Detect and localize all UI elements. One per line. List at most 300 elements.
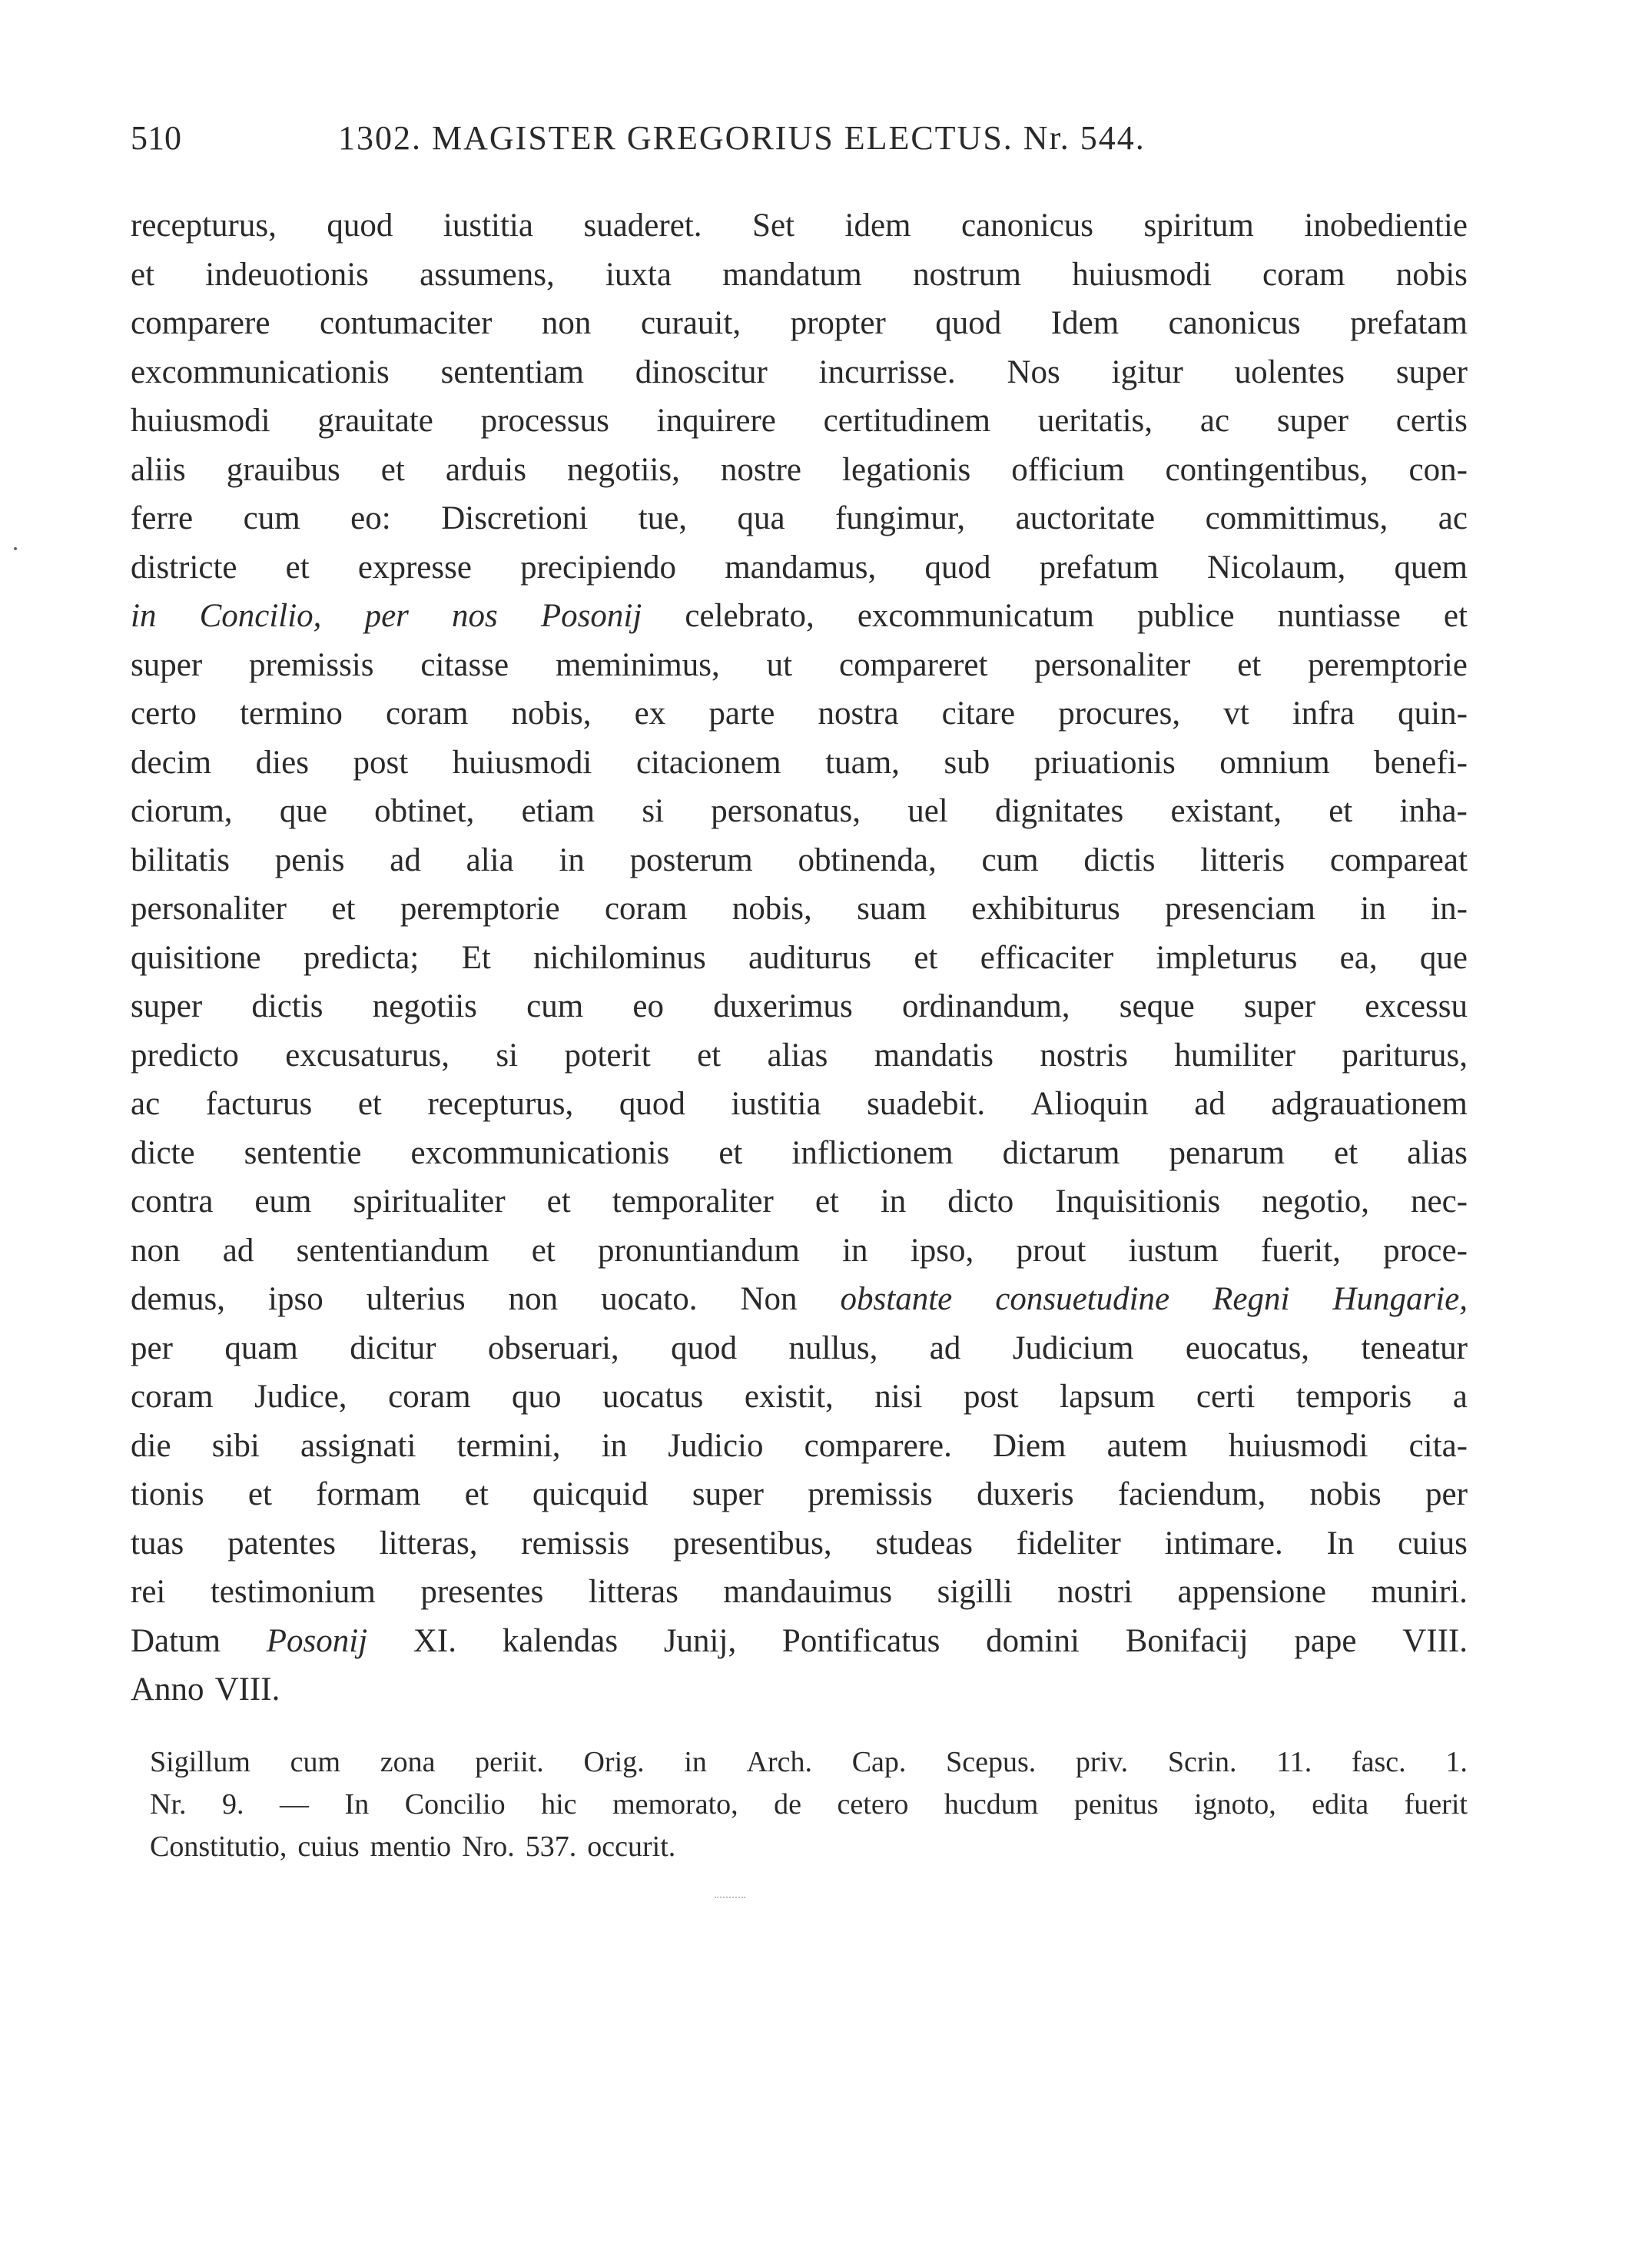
word: exhibiturus	[971, 891, 1120, 927]
word: Concilio	[404, 1788, 506, 1821]
word: nuntiasse	[1277, 598, 1401, 634]
word: nostris	[1040, 1037, 1128, 1074]
word: expresse	[357, 549, 472, 586]
word: termini,	[456, 1427, 561, 1464]
word: prefatum	[1039, 549, 1159, 586]
body-line	[131, 934, 1468, 983]
word: excommunicatum	[857, 598, 1094, 634]
word: sibi	[211, 1427, 260, 1464]
word: a	[1452, 1379, 1468, 1415]
body-line	[131, 885, 1468, 934]
note-line	[150, 1784, 1468, 1826]
word: citare	[941, 695, 1016, 732]
word: et	[914, 939, 938, 976]
word: Pontificatus	[781, 1622, 940, 1659]
word: Anno	[131, 1671, 204, 1708]
body-line	[131, 1665, 1468, 1714]
word: que	[279, 793, 327, 829]
word: cum	[290, 1746, 341, 1778]
word: kalendas	[502, 1622, 619, 1659]
word: eo:	[350, 500, 391, 536]
word: comparere	[131, 305, 270, 341]
word: con-	[1408, 451, 1468, 488]
word: mandatum	[722, 256, 862, 293]
word: dictarum	[1002, 1134, 1120, 1171]
word: Scepus.	[946, 1746, 1037, 1778]
word: nobis,	[511, 695, 592, 732]
word: quo	[512, 1379, 562, 1415]
word: temporaliter	[612, 1183, 774, 1220]
word: coram	[388, 1379, 471, 1415]
word: legationis	[842, 451, 971, 488]
word: Posonij	[266, 1622, 368, 1659]
word: et	[1443, 598, 1468, 634]
word: alia	[466, 841, 514, 878]
word: arduis	[445, 451, 526, 488]
word: duxeris	[977, 1476, 1074, 1512]
word: prout	[1016, 1232, 1086, 1269]
word: tuam,	[825, 744, 900, 781]
word: dictis	[1083, 841, 1156, 878]
word: in	[1360, 891, 1386, 927]
word: personaliter	[1034, 646, 1191, 683]
word: formam	[316, 1476, 421, 1512]
body-line	[131, 592, 1468, 641]
word: etiam	[521, 793, 595, 829]
word: in-	[1431, 891, 1468, 927]
word: Set	[752, 207, 794, 244]
word: fungimur,	[835, 500, 966, 536]
word: que	[1419, 939, 1468, 976]
word: nobis,	[731, 891, 812, 927]
word: nichilominus	[533, 939, 706, 976]
word: ulterius	[366, 1281, 466, 1317]
word: ea,	[1339, 939, 1378, 976]
word: huiusmodi	[1228, 1427, 1368, 1464]
word: compareret	[839, 646, 988, 683]
word: et	[1237, 646, 1262, 683]
word: quem	[1394, 549, 1468, 586]
word: patentes	[227, 1525, 336, 1562]
word: auditurus	[748, 939, 872, 976]
word: canonicus	[1168, 305, 1301, 341]
page-number: 510	[131, 119, 181, 157]
word: Nicolaum,	[1206, 549, 1346, 586]
scan-speck	[14, 547, 17, 550]
word: excessu	[1365, 988, 1468, 1024]
word: ignoto,	[1194, 1788, 1276, 1821]
word: eum	[254, 1183, 312, 1220]
word: teneatur	[1361, 1329, 1468, 1366]
word: Nos	[1007, 353, 1060, 390]
word: priv.	[1075, 1746, 1129, 1778]
word: occurit.	[587, 1831, 676, 1863]
word: negotio,	[1262, 1183, 1370, 1220]
word: XI.	[413, 1622, 456, 1659]
word: celebrato,	[685, 598, 814, 634]
word: posterum	[629, 841, 753, 878]
body-line	[131, 1226, 1468, 1276]
body-line	[131, 739, 1468, 788]
word: Judicio	[668, 1427, 764, 1464]
body-line	[131, 446, 1468, 495]
word: ipso,	[910, 1232, 974, 1269]
word: ac	[131, 1086, 161, 1122]
word: consuetudine	[995, 1281, 1170, 1317]
word: cuius	[297, 1831, 360, 1863]
running-head	[131, 115, 1260, 161]
word: ac	[1199, 403, 1230, 439]
body-line	[131, 397, 1468, 446]
word: et	[357, 1086, 382, 1122]
word: et	[131, 256, 155, 293]
word: et	[285, 549, 310, 586]
body-line	[131, 1568, 1468, 1617]
word: huiusmodi	[131, 403, 270, 439]
word: euocatus,	[1185, 1329, 1310, 1366]
word: in	[559, 841, 585, 878]
word: efficaciter	[980, 939, 1114, 976]
word: super	[131, 988, 203, 1024]
word: ad	[390, 841, 421, 878]
word: suadebit.	[867, 1086, 986, 1122]
word: et	[718, 1134, 743, 1171]
word: parte	[708, 695, 775, 732]
word: obtinenda,	[798, 841, 937, 878]
word: coram	[1262, 256, 1345, 293]
word: omnium	[1219, 744, 1330, 781]
word: domini	[986, 1622, 1080, 1659]
word: Non	[740, 1281, 798, 1317]
body-line	[131, 201, 1468, 251]
word: cum	[981, 841, 1039, 878]
word: Junij,	[663, 1622, 737, 1659]
word: Bonifacij	[1125, 1622, 1249, 1659]
word: cum	[526, 988, 584, 1024]
body-line	[131, 1372, 1468, 1422]
word: zona	[380, 1746, 436, 1778]
word: nostri	[1057, 1574, 1133, 1610]
word: 537.	[525, 1831, 577, 1863]
word: Datum	[131, 1622, 221, 1659]
word: spiritualiter	[353, 1183, 506, 1220]
word: certi	[1196, 1379, 1256, 1415]
word: canonicus	[961, 207, 1093, 244]
word: nostra	[818, 695, 899, 732]
word: Nro.	[462, 1831, 515, 1863]
word: temporis	[1295, 1379, 1412, 1415]
word: Hungarie,	[1332, 1281, 1468, 1317]
word: mandatis	[874, 1037, 994, 1074]
word: facturus	[205, 1086, 313, 1122]
body-line	[131, 1470, 1468, 1519]
word: per	[131, 1329, 173, 1366]
word: incurrisse.	[818, 353, 956, 390]
word: post	[353, 744, 409, 781]
word: quod	[671, 1329, 738, 1366]
word: presenciam	[1165, 891, 1315, 927]
word: VIII.	[1402, 1622, 1468, 1659]
word: —	[280, 1788, 310, 1821]
word: obtinet,	[374, 793, 475, 829]
body-line	[131, 1617, 1468, 1666]
word: et	[380, 451, 405, 488]
word: recepturus,	[427, 1086, 574, 1122]
word: districte	[131, 549, 237, 586]
word: processus	[480, 403, 609, 439]
word: certis	[1395, 403, 1468, 439]
word: non	[541, 305, 592, 341]
word: rei	[131, 1574, 166, 1610]
word: dinoscitur	[635, 353, 768, 390]
word: ad	[929, 1329, 961, 1366]
word: si	[496, 1037, 519, 1074]
word: sub	[944, 744, 990, 781]
word: excusaturus,	[285, 1037, 450, 1074]
word: penitus	[1073, 1788, 1159, 1821]
word: iustitia	[731, 1086, 821, 1122]
word: non	[508, 1281, 559, 1317]
word: fideliter	[1016, 1525, 1121, 1562]
word: per	[364, 598, 409, 634]
word: demus,	[131, 1281, 226, 1317]
word: litteris	[1200, 841, 1285, 878]
word: Nr.	[150, 1788, 187, 1821]
word: muniri.	[1371, 1574, 1468, 1610]
word: et	[1334, 1134, 1358, 1171]
body-line	[131, 1177, 1468, 1226]
word: intimare.	[1164, 1525, 1283, 1562]
word: dicto	[947, 1183, 1014, 1220]
word: dignitates	[995, 793, 1124, 829]
word: citasse	[420, 646, 509, 683]
word: contumaciter	[319, 305, 493, 341]
word: humiliter	[1174, 1037, 1296, 1074]
body-line	[131, 787, 1468, 836]
word: curauit,	[640, 305, 741, 341]
word: super	[1276, 403, 1348, 439]
word: nos	[452, 598, 498, 634]
word: ad	[1194, 1086, 1226, 1122]
word: coram	[131, 1379, 214, 1415]
word: precipiendo	[520, 549, 677, 586]
word: prefatam	[1350, 305, 1468, 341]
word: appensione	[1177, 1574, 1326, 1610]
word: per	[1425, 1476, 1468, 1512]
word: contra	[131, 1183, 214, 1220]
body-text	[131, 201, 1468, 1714]
word: termino	[240, 695, 343, 732]
word: Arch.	[746, 1746, 813, 1778]
word: fasc.	[1351, 1746, 1406, 1778]
word: memorato,	[612, 1788, 738, 1821]
word: ordinandum,	[901, 988, 1070, 1024]
word: aliis	[131, 451, 186, 488]
word: ueritatis,	[1037, 403, 1153, 439]
word: qua	[737, 500, 785, 536]
body-line	[131, 1080, 1468, 1129]
word: presentibus,	[673, 1525, 832, 1562]
word: studeas	[875, 1525, 973, 1562]
word: certitudinem	[823, 403, 990, 439]
body-line	[131, 251, 1468, 300]
word: Cap.	[851, 1746, 907, 1778]
word: periit.	[475, 1746, 544, 1778]
word: tue,	[638, 500, 688, 536]
word: sententiam	[440, 353, 584, 390]
word: quin-	[1398, 695, 1468, 732]
word: si	[642, 793, 665, 829]
word: Posonij	[540, 598, 642, 634]
word: Inquisitionis	[1055, 1183, 1221, 1220]
word: cetero	[837, 1788, 909, 1821]
word: super	[1243, 988, 1316, 1024]
word: eo	[632, 988, 664, 1024]
word: post	[963, 1379, 1019, 1415]
word: et	[546, 1183, 571, 1220]
word: suam	[857, 891, 927, 927]
word: nostre	[720, 451, 801, 488]
word: premissis	[808, 1476, 933, 1512]
word: impleturus	[1156, 939, 1298, 976]
word: Concilio,	[199, 598, 322, 634]
body-line	[131, 689, 1468, 739]
word: quicquid	[532, 1476, 649, 1512]
word: ciorum,	[131, 793, 233, 829]
word: obseruari,	[487, 1329, 619, 1366]
body-line	[131, 494, 1468, 543]
word: dicte	[131, 1134, 195, 1171]
word: grauibus	[226, 451, 340, 488]
word: decim	[131, 744, 212, 781]
word: excommunicationis	[131, 353, 390, 390]
word: et	[531, 1232, 556, 1269]
word: Diem	[992, 1427, 1067, 1464]
word: hic	[541, 1788, 577, 1821]
word: quam	[224, 1329, 298, 1366]
word: cita-	[1408, 1427, 1468, 1464]
word: compareat	[1329, 841, 1468, 878]
word: assignati	[300, 1427, 416, 1464]
word: assumens,	[420, 256, 555, 293]
word: 1.	[1445, 1746, 1468, 1778]
word: uocatus	[602, 1379, 704, 1415]
word: contingentibus,	[1165, 451, 1368, 488]
word: existit,	[744, 1379, 834, 1415]
word: sigilli	[937, 1574, 1013, 1610]
word: excommunicationis	[410, 1134, 670, 1171]
word: coram	[385, 695, 469, 732]
word: sententie	[244, 1134, 362, 1171]
word: In	[344, 1788, 370, 1821]
word: comparere.	[804, 1427, 952, 1464]
word: cuius	[1398, 1525, 1468, 1562]
word: citacionem	[635, 744, 781, 781]
word: inobedientie	[1304, 207, 1468, 244]
word: peremptorie	[400, 891, 560, 927]
word: ipso	[268, 1281, 323, 1317]
word: inflictionem	[791, 1134, 954, 1171]
word: et	[464, 1476, 489, 1512]
word: vt	[1223, 695, 1249, 732]
body-line	[131, 1519, 1468, 1568]
word: benefi-	[1374, 744, 1468, 781]
word: coram	[604, 891, 688, 927]
word: et	[331, 891, 356, 927]
word: pronuntiandum	[598, 1232, 800, 1269]
word: super	[1395, 353, 1468, 390]
word: litteras	[588, 1574, 678, 1610]
word: Orig.	[583, 1746, 645, 1778]
word: Discretioni	[441, 500, 589, 536]
word: ex	[634, 695, 666, 732]
word: litteras,	[379, 1525, 478, 1562]
word: publice	[1137, 598, 1235, 634]
word: duxerimus	[713, 988, 853, 1024]
word: et	[247, 1476, 272, 1512]
word: de	[774, 1788, 802, 1821]
body-line	[131, 641, 1468, 690]
word: penarum	[1169, 1134, 1285, 1171]
word: cum	[243, 500, 300, 536]
word: hucdum	[944, 1788, 1039, 1821]
word: mandauimus	[723, 1574, 893, 1610]
body-line	[131, 836, 1468, 885]
word: personatus,	[711, 793, 861, 829]
word: tuas	[131, 1525, 184, 1562]
word: mentio	[370, 1831, 452, 1863]
word: ad	[222, 1232, 254, 1269]
word: obstante	[840, 1281, 953, 1317]
footer-mark	[715, 1897, 745, 1903]
word: meminimus,	[555, 646, 720, 683]
word: ac	[1438, 500, 1468, 536]
word: adgrauationem	[1271, 1086, 1468, 1122]
body-line	[131, 543, 1468, 592]
word: spiritum	[1143, 207, 1254, 244]
word: et	[814, 1183, 839, 1220]
word: uocato.	[601, 1281, 698, 1317]
body-line	[131, 299, 1468, 348]
word: nostrum	[912, 256, 1021, 293]
word: indeuotionis	[205, 256, 369, 293]
word: certo	[131, 695, 197, 732]
word: nec-	[1411, 1183, 1468, 1220]
word: lapsum	[1060, 1379, 1156, 1415]
word: Constitutio,	[150, 1831, 287, 1863]
word: personaliter	[131, 891, 287, 927]
body-line	[131, 348, 1468, 397]
word: propter	[790, 305, 886, 341]
body-line	[131, 1031, 1468, 1080]
word: infra	[1292, 695, 1355, 732]
word: priuationis	[1033, 744, 1176, 781]
word: et	[697, 1037, 722, 1074]
word: fuerit,	[1260, 1232, 1341, 1269]
word: huiusmodi	[452, 744, 592, 781]
word: et	[1329, 793, 1353, 829]
word: Sigillum	[150, 1746, 250, 1778]
word: poterit	[564, 1037, 651, 1074]
word: mandamus,	[725, 549, 877, 586]
word: in	[684, 1746, 707, 1778]
word: In	[1326, 1525, 1355, 1562]
word: Judicium	[1012, 1329, 1134, 1366]
word: uolentes	[1234, 353, 1345, 390]
word: auctoritate	[1015, 500, 1156, 536]
word: grauitate	[317, 403, 433, 439]
word: Et	[461, 939, 491, 976]
